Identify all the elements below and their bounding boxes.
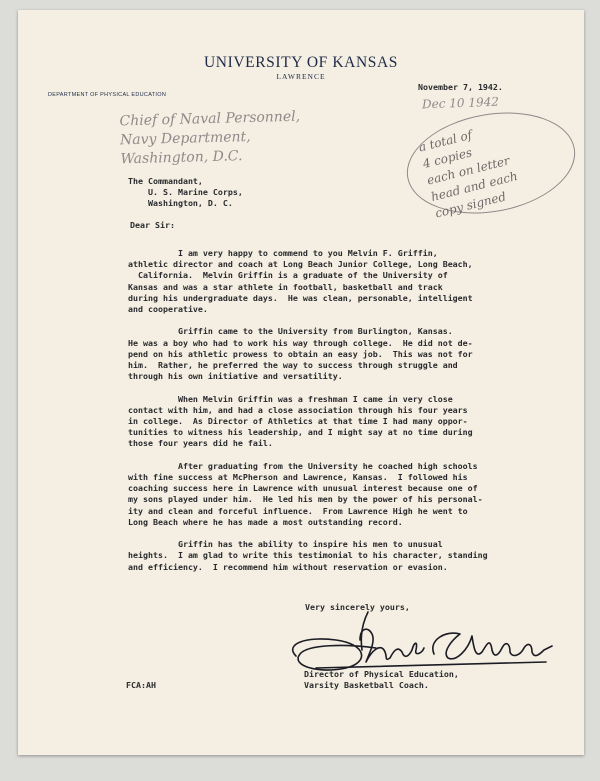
handwritten-address: Chief of Naval Personnel, Navy Department, Washington, D.C. bbox=[119, 108, 301, 168]
letter-page bbox=[18, 10, 584, 755]
typist-initials: FCA:AH bbox=[126, 680, 156, 690]
letterhead-subtitle: LAWRENCE bbox=[276, 72, 326, 81]
signatory-title: Director of Physical Education, Varsity Basketball Coach. bbox=[304, 669, 459, 691]
handwritten-date: Dec 10 1942 bbox=[421, 94, 500, 112]
recipient-address: The Commandant, U. S. Marine Corps, Washington, D. C. bbox=[128, 176, 243, 209]
letterhead-department: DEPARTMENT OF PHYSICAL EDUCATION bbox=[48, 92, 167, 98]
letter-body: I am very happy to commend to you Melvin F. Griffin, athletic director and coach at Long Beach Junior College, Long Beach, California. Melvin Griffin is a graduate of the University of Kansas and was a star athlete in football, basketball and track during his undergraduate days. He was clean, personable, intelligent and cooperative. Griffin came to the University from Burlington, Kansas. He was a boy who had to work his way through college. He did not de- pend on his athletic prowess to obtain an easy job. This was not for him. Rather, he preferred the way to success through struggle and through his own initiative and versatility. When Melvin Griffin was a freshman I came in very close contact with him, and had a close association through his four years in college. As Director of Athletics at that time I had many oppor- tunities to witness his leadership, and I might say at no time during those four years did he fail. After graduating from the University he coached high schools with fine success at McPherson and Lawrence, Kansas. I followed his coaching success here in Lawrence with unusual interest because one of my sons played under him. He led his men by the power of his personal- ity and clean and forceful influence. From Lawrence High he went to Long Beach where he has made a most outstanding record. Griffin has the ability to inspire his men to unusual heights. I am glad to write this testimonial to his character, standing and efficiency. I recommend him without reservation or evasion. bbox=[128, 248, 488, 572]
handwritten-note: a total of 4 copies each on letter head and each copy signed bbox=[417, 127, 519, 221]
letterhead-title: UNIVERSITY OF KANSAS bbox=[204, 54, 398, 71]
salutation: Dear Sir: bbox=[130, 220, 175, 230]
letter-date: November 7, 1942. bbox=[418, 82, 503, 92]
closing: Very sincerely yours, bbox=[305, 602, 410, 612]
